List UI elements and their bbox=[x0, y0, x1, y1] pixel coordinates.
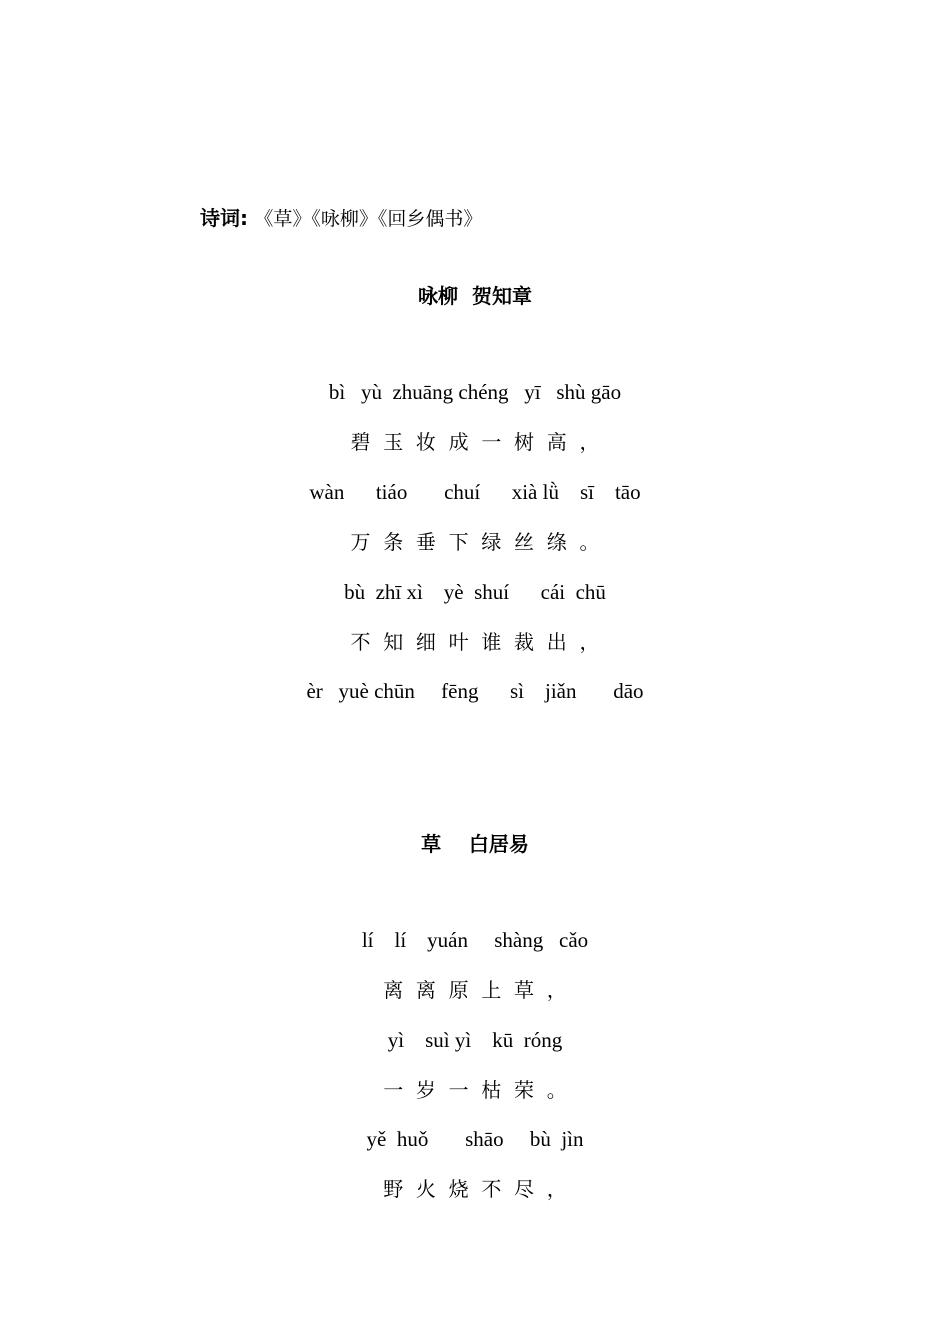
pinyin-line: lí lí yuán shàng cǎo bbox=[361, 928, 589, 952]
hanzi-line: 万 条 垂 下 绿 丝 绦 。 bbox=[350, 530, 600, 554]
hanzi-line: 一 岁 一 枯 荣 。 bbox=[383, 1078, 567, 1102]
pinyin-line: yě huǒ shāo bù jìn bbox=[366, 1127, 584, 1151]
poem-title-cao: 草 白居易 bbox=[421, 832, 529, 856]
hanzi-line: 离 离 原 上 草 ， bbox=[383, 978, 567, 1002]
hanzi-line: 碧 玉 妆 成 一 树 高 ， bbox=[350, 430, 600, 454]
poem-title-yongliu: 咏柳 贺知章 bbox=[418, 284, 532, 308]
pinyin-line: èr yuè chūn fēng sì jiǎn dāo bbox=[306, 679, 644, 703]
pinyin-line: bù zhī xì yè shuí cái chū bbox=[344, 580, 606, 604]
pinyin-line: wàn tiáo chuí xià lǜ sī tāo bbox=[309, 480, 641, 504]
pinyin-line: bì yù zhuāng chéng yī shù gāo bbox=[328, 380, 622, 404]
hanzi-line: 野 火 烧 不 尽 ， bbox=[383, 1177, 567, 1201]
intro-label: 诗词 bbox=[200, 206, 240, 230]
hanzi-line: 不 知 细 叶 谁 裁 出 ， bbox=[350, 630, 600, 654]
intro-colon: : bbox=[240, 206, 248, 230]
pinyin-line: yì suì yì kū róng bbox=[387, 1028, 563, 1052]
intro-works: 《草》《咏柳》《回乡偶书》 bbox=[254, 208, 483, 230]
intro-line bbox=[200, 204, 482, 233]
